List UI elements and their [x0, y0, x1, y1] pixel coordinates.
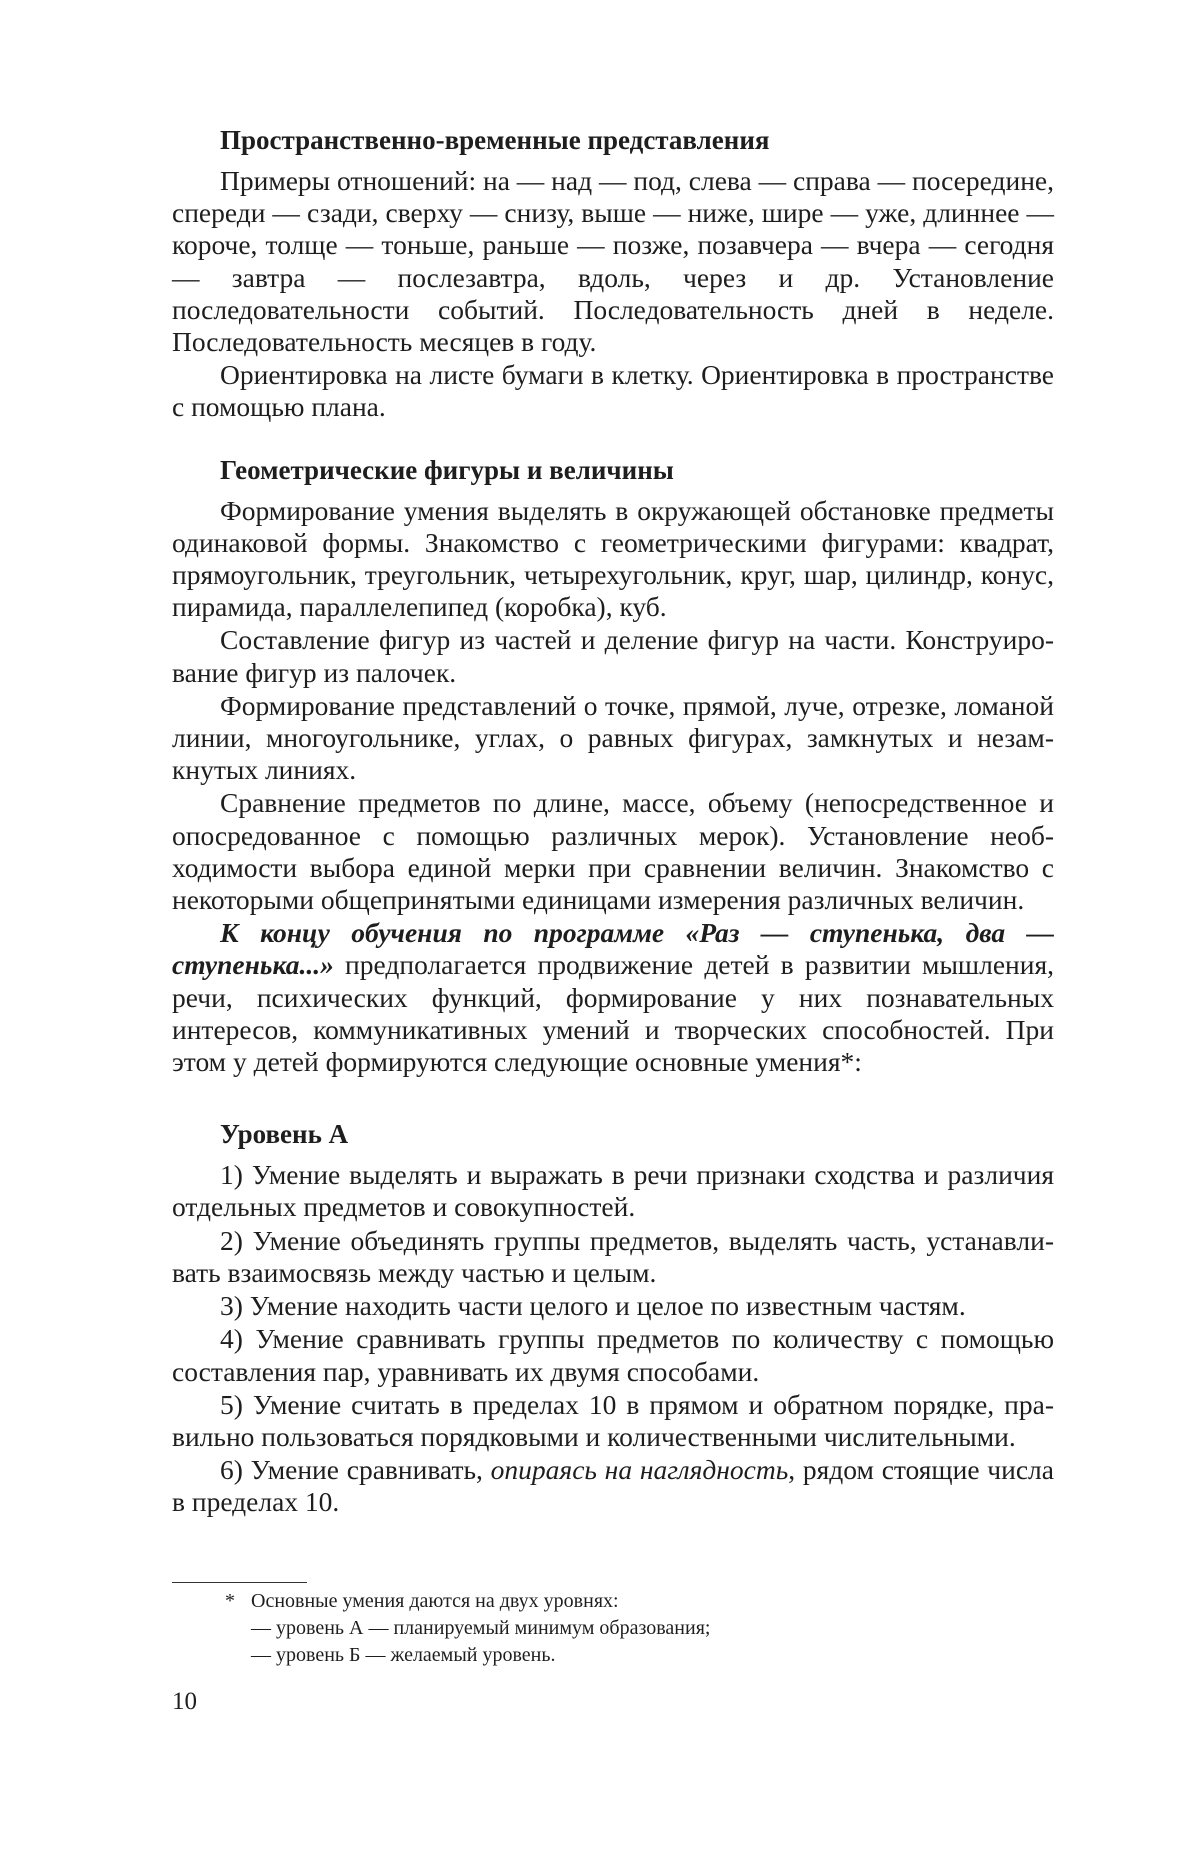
- paragraph-relations-examples: Примеры отношений: на — над — под, слева — справа — посередине, спереди — сзади, сверху — снизу, выше — ниже, шире — уже, длиннее — короче, толще — тоньше, раньше — позже, позавчера — вчера — сегодня — завтра — послезавтра, вдоль, через и др. Установление последовательности событий. Последовательность дней в неделе. Последовательность месяцев в году.: [172, 165, 1054, 358]
- list-item-skill-1: 1) Умение выделять и выражать в речи признаки сходства и различия отдельных предметов и совокупностей.: [172, 1159, 1054, 1223]
- list-item-skill-6: [172, 1454, 1054, 1518]
- skill-6-text-start: 6) Умение сравнивать,: [220, 1454, 491, 1486]
- paragraph-measurement: Сравнение предметов по длине, массе, объему (непосредственное и опосредованное с помощью различных мерок). Установление необходимости выбора единой мерки при сравнении величин. Знакомство с некоторыми общепринятыми единицами измерения различных величин.: [172, 787, 1054, 916]
- footnote-text-1: Основные умения даются на двух уровнях:: [251, 1590, 619, 1612]
- program-lead-phrase: К концу обучения по программе «Раз — ступенька, два — ступенька...»: [172, 917, 1054, 981]
- footnote-line-2: — уровень А — планируемый минимум образования;: [251, 1617, 711, 1639]
- paragraph-composing-figures: Составление фигур из частей и деление фигур на части. Конструирование фигур из палочек.: [172, 624, 1054, 688]
- page-body: [172, 124, 1054, 1519]
- heading-spatial-temporal: Пространственно-временные представления: [220, 125, 770, 155]
- footnote-asterisk: *: [225, 1590, 235, 1612]
- footnote-line-1: [225, 1588, 985, 1615]
- footnote-divider: [172, 1582, 307, 1583]
- heading-geometry: Геометрические фигуры и величины: [220, 454, 674, 485]
- paragraph-program-outcome: [172, 917, 1054, 1078]
- footnote: [225, 1588, 985, 1669]
- heading-level-a: Уровень А: [220, 1119, 349, 1150]
- skill-6-emphasis: опираясь на наглядность: [490, 1454, 789, 1486]
- page-number: 10: [172, 1688, 197, 1715]
- footnote-line-3: — уровень Б — желаемый уровень.: [251, 1644, 556, 1666]
- list-item-skill-3: 3) Умение находить части целого и целое по известным частям.: [220, 1290, 966, 1322]
- paragraph-point-line-concepts: Формирование представлений о точке, прямой, луче, отрезке, ломаной линии, многоугольнике, углах, о равных фигурах, замкнутых и незамкнутых линиях.: [172, 689, 1054, 786]
- skill-6-text-end: , рядом стоящие числа в пределах 10.: [172, 1454, 1054, 1518]
- list-item-skill-5: 5) Умение считать в пределах 10 в прямом и обратном порядке, правильно пользоваться порядковыми и количественными числительными.: [172, 1388, 1054, 1452]
- list-item-skill-4: 4) Умение сравнивать группы предметов по количеству с помощью составления пар, уравнивать их двумя способами.: [172, 1323, 1054, 1387]
- list-item-skill-2: 2) Умение объединять группы предметов, выделять часть, устанавливать взаимосвязь между частью и целым.: [172, 1224, 1054, 1288]
- paragraph-shapes: Формирование умения выделять в окружающей обстановке предметы одинаковой формы. Знакомство с геометрическими фигурами: квадрат, прямоугольник, треугольник, четырехугольник, круг, шар, цилиндр, конус, пирамида, параллелепипед (коробка), куб.: [172, 494, 1054, 623]
- paragraph-orientation: Ориентировка на листе бумаги в клетку. Ориентировка в пространстве с помощью плана.: [172, 359, 1054, 423]
- program-outcome-text: предполагается продвижение детей в развитии мышления, речи, психических функций, формирование у них познавательных интересов, коммуникативных умений и творческих способностей. При этом у детей формируются следующие основные умения*:: [172, 949, 1054, 1078]
